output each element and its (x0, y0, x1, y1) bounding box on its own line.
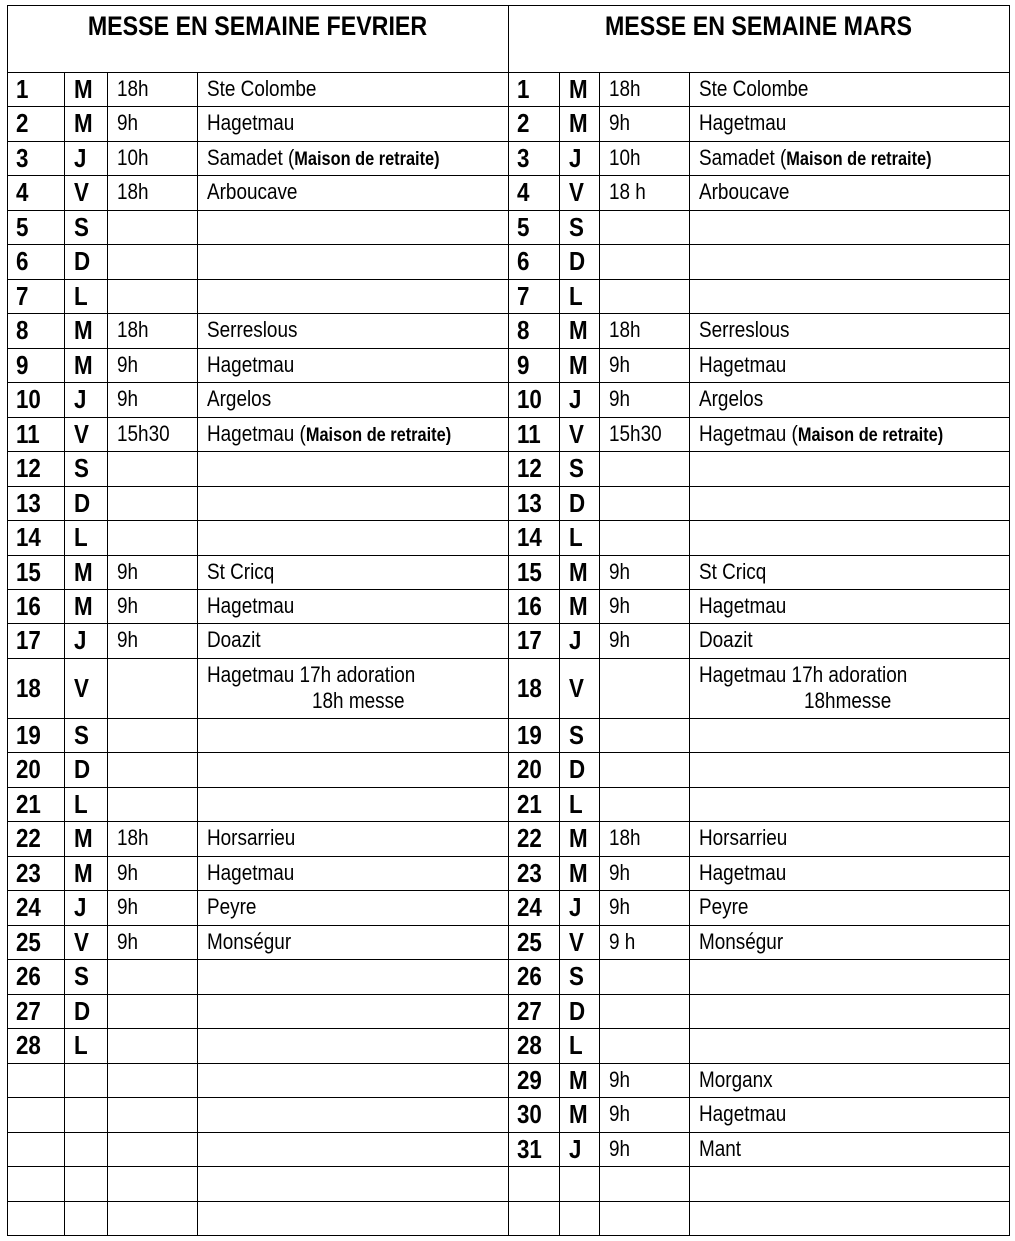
mass-time: 9h (609, 559, 631, 584)
location-name: Samadet (699, 145, 780, 170)
mass-location (207, 175, 297, 209)
location-name: Peyre (699, 894, 749, 919)
mass-location (207, 348, 294, 382)
mass-location (699, 106, 786, 140)
mass-time: 9h (609, 1136, 631, 1161)
mass-location (207, 925, 291, 959)
weekday-letter: V (569, 177, 584, 207)
table-rule (7, 106, 1009, 107)
mass-location (699, 890, 748, 924)
table-rule (7, 787, 1009, 788)
weekday-letter: M (74, 74, 93, 104)
location-name: Monségur (207, 929, 292, 954)
weekday-letter: S (74, 720, 89, 750)
day-number: 27 (16, 996, 41, 1026)
mass-location (207, 623, 261, 657)
weekday-letter: L (74, 522, 88, 552)
table-rule (7, 1235, 1009, 1236)
day-number: 30 (517, 1099, 542, 1129)
weekday-letter: S (569, 720, 584, 750)
weekday-letter: L (74, 1030, 88, 1060)
day-number: 13 (16, 488, 41, 518)
mass-location (699, 348, 786, 382)
day-number: 22 (517, 823, 542, 853)
day-number: 17 (16, 625, 41, 655)
weekday-letter: J (74, 625, 87, 655)
mass-location (699, 555, 766, 589)
weekday-letter: S (569, 212, 584, 242)
location-name: Ste Colombe (699, 76, 809, 101)
mass-time: 9h (609, 894, 631, 919)
day-number: 18 (517, 673, 542, 703)
day-number: 11 (16, 419, 40, 449)
weekday-letter: M (74, 858, 93, 888)
day-number: 26 (16, 961, 41, 991)
mass-time: 9h (117, 894, 139, 919)
table-rule (508, 5, 509, 1235)
day-number: 10 (517, 384, 542, 414)
weekday-letter: D (74, 754, 91, 784)
location-name: Serreslous (207, 317, 298, 342)
location-name: Serreslous (699, 317, 790, 342)
day-number: 14 (16, 522, 41, 552)
mass-time: 9h (117, 929, 139, 954)
table-rule (7, 890, 1009, 891)
day-number: 6 (16, 246, 29, 276)
february-title: MESSE EN SEMAINE FEVRIER (87, 11, 428, 41)
weekday-letter: L (74, 789, 88, 819)
mass-time: 9h (609, 627, 631, 652)
weekday-letter: M (569, 350, 588, 380)
mass-location (207, 72, 316, 106)
mass-time: 9h (117, 110, 139, 135)
weekday-letter: V (569, 673, 584, 703)
location-name: Arboucave (699, 179, 790, 204)
day-number: 8 (517, 315, 530, 345)
mass-time: 9h (117, 386, 139, 411)
weekday-letter: V (569, 927, 584, 957)
weekday-letter: L (569, 1030, 583, 1060)
weekday-letter: M (569, 108, 588, 138)
table-rule (7, 959, 1009, 960)
table-rule (7, 520, 1009, 521)
location-name: Peyre (207, 894, 257, 919)
location-name: Hagetmau (699, 593, 787, 618)
day-number: 19 (517, 720, 542, 750)
day-number: 15 (16, 557, 41, 587)
weekday-letter: M (74, 315, 93, 345)
weekday-letter: D (74, 996, 91, 1026)
weekday-letter: M (74, 823, 93, 853)
mass-time: 15h30 (117, 421, 170, 446)
table-rule (7, 718, 1009, 719)
mass-location (207, 417, 451, 451)
paren-close: ) (926, 149, 932, 170)
day-number: 1 (517, 74, 530, 104)
paren-close: ) (937, 425, 944, 446)
day-number: 6 (517, 246, 530, 276)
day-number: 7 (517, 281, 530, 311)
day-number: 19 (16, 720, 41, 750)
location-second-line: 18hmesse (804, 688, 892, 713)
table-rule (7, 1166, 1009, 1167)
weekday-letter: D (74, 246, 91, 276)
mass-location (699, 1063, 773, 1097)
day-number: 27 (517, 996, 542, 1026)
day-number: 3 (517, 143, 530, 173)
weekday-letter: S (74, 212, 89, 242)
mass-location (699, 821, 787, 855)
table-rule (559, 72, 560, 1235)
mass-location (207, 555, 274, 589)
weekday-letter: M (74, 591, 93, 621)
location-name: Hagetmau (207, 860, 295, 885)
location-name: Argelos (207, 386, 272, 411)
table-rule (197, 72, 198, 1235)
table-rule (7, 821, 1009, 822)
location-name: Horsarrieu (207, 825, 296, 850)
weekday-letter: M (569, 1099, 588, 1129)
paren-open: ( (287, 145, 295, 170)
day-number: 25 (517, 927, 542, 957)
day-number: 23 (517, 858, 542, 888)
mass-time: 9h (117, 593, 139, 618)
day-number: 13 (517, 488, 542, 518)
table-rule (7, 486, 1009, 487)
weekday-letter: D (569, 488, 586, 518)
day-number: 7 (16, 281, 29, 311)
day-number: 28 (517, 1030, 542, 1060)
mass-time: 9h (609, 110, 631, 135)
mass-time: 10h (609, 145, 641, 170)
paren-open: ( (791, 421, 798, 446)
location-name: Mant (699, 1136, 742, 1161)
mass-time: 15h30 (609, 421, 662, 446)
location-name: Ste Colombe (207, 76, 317, 101)
table-rule (7, 279, 1009, 280)
day-number: 25 (16, 927, 41, 957)
location-name: Morganx (699, 1067, 773, 1092)
mass-location (207, 313, 297, 347)
location-name: Hagetmau (699, 421, 792, 446)
location-name: Hagetmau (699, 860, 787, 885)
weekday-letter: D (569, 246, 586, 276)
weekday-letter: M (569, 315, 588, 345)
weekday-letter: M (569, 858, 588, 888)
day-number: 26 (517, 961, 542, 991)
table-rule (7, 72, 1009, 73)
weekday-letter: D (569, 996, 586, 1026)
day-number: 21 (16, 789, 41, 819)
mass-time: 18h (609, 825, 641, 850)
mass-location (699, 141, 932, 175)
location-name: Samadet (207, 145, 288, 170)
location-name: Horsarrieu (699, 825, 788, 850)
day-number: 17 (517, 625, 542, 655)
table-rule (7, 1132, 1009, 1133)
mass-time: 9h (117, 860, 139, 885)
table-rule (107, 72, 108, 1235)
table-rule (7, 313, 1009, 314)
day-number: 5 (517, 212, 530, 242)
mass-time: 18h (117, 825, 149, 850)
mass-location (699, 417, 943, 451)
day-number: 22 (16, 823, 41, 853)
mass-location (699, 589, 786, 623)
weekday-letter: V (74, 673, 89, 703)
weekday-letter: J (74, 892, 87, 922)
table-rule (689, 72, 690, 1235)
mass-schedule-table (7, 5, 1009, 1235)
mass-location (207, 141, 440, 175)
mass-time: 18h (117, 317, 149, 342)
weekday-letter: J (569, 143, 582, 173)
day-number: 18 (16, 673, 41, 703)
mass-time: 18 h (609, 179, 646, 204)
day-number: 10 (16, 384, 41, 414)
mass-time: 9h (117, 627, 139, 652)
mass-time: 18h (609, 76, 641, 101)
mass-location (699, 925, 783, 959)
location-name: Doazit (699, 627, 753, 652)
weekday-letter: L (569, 789, 583, 819)
location-note: Maison de retraite (294, 149, 435, 170)
mass-time: 9h (609, 352, 631, 377)
table-rule (64, 72, 65, 1235)
location-name: St Cricq (207, 559, 275, 584)
location-name: Hagetmau (207, 421, 300, 446)
mass-time: 9h (609, 1101, 631, 1126)
day-number: 2 (16, 108, 29, 138)
table-rule (7, 210, 1009, 211)
mass-location (699, 382, 763, 416)
day-number: 31 (517, 1134, 542, 1164)
weekday-letter: L (74, 281, 88, 311)
weekday-letter: M (74, 557, 93, 587)
mass-location (207, 821, 295, 855)
table-rule (7, 925, 1009, 926)
table-rule (7, 623, 1009, 624)
day-number: 9 (517, 350, 530, 380)
table-rule (7, 856, 1009, 857)
weekday-letter: M (74, 108, 93, 138)
day-number: 9 (16, 350, 29, 380)
mass-time: 18h (117, 76, 149, 101)
weekday-letter: L (569, 522, 583, 552)
weekday-letter: V (74, 419, 89, 449)
table-rule (7, 175, 1009, 176)
table-rule (7, 1201, 1009, 1202)
location-name: Hagetmau (207, 593, 295, 618)
day-number: 12 (517, 453, 542, 483)
mass-time: 9h (117, 559, 139, 584)
mass-time: 9h (609, 860, 631, 885)
mass-location (699, 623, 753, 657)
mass-time: 9h (117, 352, 139, 377)
mass-time: 9h (609, 386, 631, 411)
day-number: 5 (16, 212, 29, 242)
location-note: Maison de retraite (797, 425, 938, 446)
day-number: 12 (16, 453, 41, 483)
day-number: 8 (16, 315, 29, 345)
weekday-letter: J (569, 892, 582, 922)
mass-location (699, 856, 786, 890)
mass-location (207, 382, 271, 416)
day-number: 3 (16, 143, 29, 173)
weekday-letter: J (569, 625, 582, 655)
location-name: Monségur (699, 929, 784, 954)
table-rule (7, 555, 1009, 556)
weekday-letter: V (569, 419, 584, 449)
day-number: 14 (517, 522, 542, 552)
location-name: Hagetmau (699, 1101, 787, 1126)
weekday-letter: M (74, 350, 93, 380)
weekday-letter: V (74, 927, 89, 957)
weekday-letter: M (569, 557, 588, 587)
day-number: 20 (517, 754, 542, 784)
weekday-letter: M (569, 591, 588, 621)
day-number: 15 (517, 557, 542, 587)
table-rule (7, 451, 1009, 452)
weekday-letter: J (569, 1134, 582, 1164)
mass-location (699, 313, 789, 347)
weekday-letter: S (74, 961, 89, 991)
day-number: 4 (16, 177, 29, 207)
day-number: 24 (517, 892, 542, 922)
location-name: Doazit (207, 627, 261, 652)
day-number: 11 (517, 419, 541, 449)
day-number: 24 (16, 892, 41, 922)
table-rule (7, 382, 1009, 383)
weekday-letter: V (74, 177, 89, 207)
table-rule (7, 1097, 1009, 1098)
location-name: Hagetmau (207, 352, 295, 377)
table-rule (7, 994, 1009, 995)
day-number: 20 (16, 754, 41, 784)
weekday-letter: M (569, 823, 588, 853)
location-name: Argelos (699, 386, 764, 411)
weekday-letter: S (569, 961, 584, 991)
mass-location (699, 1097, 786, 1131)
weekday-letter: L (569, 281, 583, 311)
location-note: Maison de retraite (305, 425, 446, 446)
weekday-letter: M (569, 74, 588, 104)
day-number: 2 (517, 108, 530, 138)
mass-time: 9 h (609, 929, 636, 954)
mass-location (699, 1132, 741, 1166)
day-number: 4 (517, 177, 530, 207)
location-second-line: 18h messe (312, 688, 405, 713)
day-number: 16 (16, 591, 41, 621)
paren-close: ) (445, 425, 452, 446)
day-number: 28 (16, 1030, 41, 1060)
table-rule (599, 72, 600, 1235)
table-rule (7, 1063, 1009, 1064)
location-name: Hagetmau (699, 110, 787, 135)
weekday-letter: S (569, 453, 584, 483)
table-rule (7, 5, 8, 1235)
mass-location (207, 106, 294, 140)
location-name: St Cricq (699, 559, 767, 584)
weekday-letter: J (74, 143, 87, 173)
mass-location (699, 72, 808, 106)
weekday-letter: M (569, 1065, 588, 1095)
location-name: Hagetmau (699, 352, 787, 377)
day-number: 1 (16, 74, 29, 104)
location-name: Hagetmau (207, 110, 295, 135)
table-rule (7, 348, 1009, 349)
mass-time: 9h (609, 1067, 631, 1092)
day-number: 29 (517, 1065, 542, 1095)
mass-location (207, 589, 294, 623)
table-rule (7, 589, 1009, 590)
mass-location (699, 175, 789, 209)
weekday-letter: D (569, 754, 586, 784)
weekday-letter: D (74, 488, 91, 518)
mass-time: 9h (609, 593, 631, 618)
mass-location (207, 890, 256, 924)
paren-open: ( (779, 145, 787, 170)
location-name: Arboucave (207, 179, 298, 204)
location-note: Maison de retraite (786, 149, 927, 170)
table-rule (7, 244, 1009, 245)
day-number: 16 (517, 591, 542, 621)
day-number: 21 (517, 789, 542, 819)
location-name: Hagetmau 17h adoration (207, 662, 416, 687)
mass-location (207, 856, 294, 890)
mass-time: 10h (117, 145, 149, 170)
table-rule (7, 752, 1009, 753)
mass-time: 18h (117, 179, 149, 204)
weekday-letter: S (74, 453, 89, 483)
day-number: 23 (16, 858, 41, 888)
table-rule (7, 1028, 1009, 1029)
march-title: MESSE EN SEMAINE MARS (604, 11, 913, 41)
mass-time: 18h (609, 317, 641, 342)
location-name: Hagetmau 17h adoration (699, 662, 908, 687)
weekday-letter: J (74, 384, 87, 414)
paren-open: ( (299, 421, 306, 446)
table-rule (1009, 5, 1010, 1236)
weekday-letter: J (569, 384, 582, 414)
paren-close: ) (434, 149, 440, 170)
